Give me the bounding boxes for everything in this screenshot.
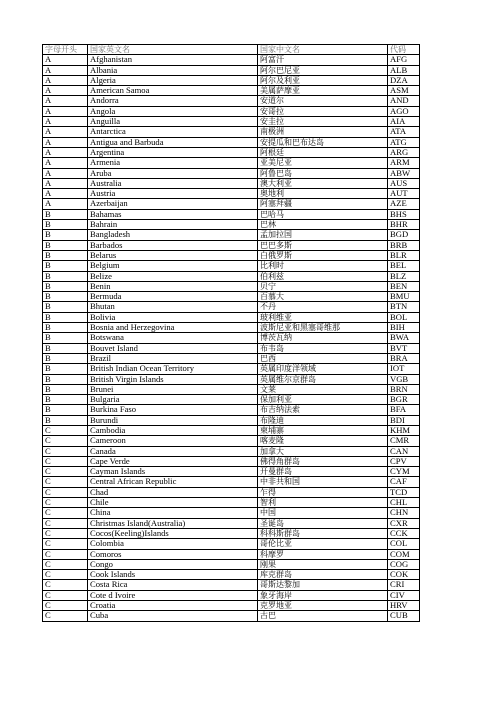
cell-chinese-name: 巴巴多斯 <box>258 240 388 250</box>
cell-english-name: Christmas Island(Australia) <box>88 518 258 528</box>
cell-letter: C <box>43 487 88 497</box>
cell-letter: B <box>43 415 88 425</box>
cell-letter: B <box>43 405 88 415</box>
cell-chinese-name: 科摩罗 <box>258 549 388 559</box>
table-row <box>43 168 420 178</box>
cell-chinese-name: 圣诞岛 <box>258 518 388 528</box>
cell-code: BTN <box>388 302 420 312</box>
cell-code: BVT <box>388 343 420 353</box>
cell-english-name: Andorra <box>88 96 258 106</box>
cell-english-name: Bangladesh <box>88 230 258 240</box>
cell-letter: C <box>43 446 88 456</box>
cell-code: ATA <box>388 127 420 137</box>
cell-letter: B <box>43 250 88 260</box>
cell-english-name: Austria <box>88 189 258 199</box>
cell-english-name: Anguilla <box>88 117 258 127</box>
cell-code: AND <box>388 96 420 106</box>
cell-chinese-name: 玻利维亚 <box>258 312 388 322</box>
table-row <box>43 127 420 137</box>
cell-code: AUT <box>388 189 420 199</box>
cell-chinese-name: 阿鲁巴岛 <box>258 168 388 178</box>
table-row <box>43 611 420 621</box>
cell-code: CHN <box>388 508 420 518</box>
cell-chinese-name: 克罗地亚 <box>258 601 388 611</box>
cell-letter: B <box>43 230 88 240</box>
cell-letter: A <box>43 65 88 75</box>
cell-chinese-name: 博茨瓦纳 <box>258 333 388 343</box>
cell-chinese-name: 阿尔及利亚 <box>258 75 388 85</box>
table-row <box>43 518 420 528</box>
table-row <box>43 261 420 271</box>
cell-english-name: Antarctica <box>88 127 258 137</box>
table-row <box>43 374 420 384</box>
cell-chinese-name: 加拿大 <box>258 446 388 456</box>
cell-english-name: Colombia <box>88 539 258 549</box>
cell-letter: C <box>43 559 88 569</box>
cell-english-name: Brazil <box>88 353 258 363</box>
cell-english-name: Cook Islands <box>88 570 258 580</box>
table-row <box>43 559 420 569</box>
cell-letter: B <box>43 333 88 343</box>
cell-letter: B <box>43 209 88 219</box>
cell-letter: B <box>43 261 88 271</box>
cell-code: BLR <box>388 250 420 260</box>
cell-letter: B <box>43 374 88 384</box>
cell-chinese-name: 智利 <box>258 498 388 508</box>
table-row <box>43 590 420 600</box>
table-row <box>43 117 420 127</box>
cell-chinese-name: 南极洲 <box>258 127 388 137</box>
cell-chinese-name: 美属萨摩亚 <box>258 86 388 96</box>
cell-letter: A <box>43 137 88 147</box>
cell-chinese-name: 柬埔寨 <box>258 425 388 435</box>
cell-code: DZA <box>388 75 420 85</box>
cell-english-name: Cote d Ivoire <box>88 590 258 600</box>
cell-letter: B <box>43 395 88 405</box>
cell-chinese-name: 象牙海岸 <box>258 590 388 600</box>
table-row <box>43 189 420 199</box>
cell-code: BEL <box>388 261 420 271</box>
header-chinese-name: 国家中文名 <box>258 45 388 55</box>
cell-letter: A <box>43 55 88 65</box>
cell-letter: B <box>43 323 88 333</box>
cell-english-name: Cameroon <box>88 436 258 446</box>
cell-english-name: Bhutan <box>88 302 258 312</box>
cell-code: CMR <box>388 436 420 446</box>
cell-letter: A <box>43 75 88 85</box>
cell-chinese-name: 乍得 <box>258 487 388 497</box>
cell-english-name: Belgium <box>88 261 258 271</box>
table-row <box>43 209 420 219</box>
table-row <box>43 312 420 322</box>
cell-english-name: Botswana <box>88 333 258 343</box>
cell-chinese-name: 中国 <box>258 508 388 518</box>
table-row <box>43 477 420 487</box>
cell-letter: B <box>43 240 88 250</box>
cell-letter: C <box>43 539 88 549</box>
table-row <box>43 508 420 518</box>
cell-code: CCK <box>388 528 420 538</box>
cell-code: BOL <box>388 312 420 322</box>
table-row <box>43 178 420 188</box>
cell-letter: A <box>43 106 88 116</box>
cell-english-name: Angola <box>88 106 258 116</box>
cell-chinese-name: 喀麦隆 <box>258 436 388 446</box>
table-row <box>43 292 420 302</box>
cell-chinese-name: 佛得角群岛 <box>258 456 388 466</box>
table-row <box>43 96 420 106</box>
cell-english-name: American Samoa <box>88 86 258 96</box>
cell-code: BFA <box>388 405 420 415</box>
cell-english-name: China <box>88 508 258 518</box>
cell-chinese-name: 安道尔 <box>258 96 388 106</box>
cell-chinese-name: 巴西 <box>258 353 388 363</box>
cell-code: COG <box>388 559 420 569</box>
cell-english-name: Bulgaria <box>88 395 258 405</box>
cell-letter: A <box>43 147 88 157</box>
table-row <box>43 498 420 508</box>
cell-chinese-name: 伯利兹 <box>258 271 388 281</box>
cell-english-name: Bouvet Island <box>88 343 258 353</box>
cell-chinese-name: 英属印度洋领域 <box>258 364 388 374</box>
cell-chinese-name: 巴哈马 <box>258 209 388 219</box>
cell-chinese-name: 布吉纳法索 <box>258 405 388 415</box>
cell-chinese-name: 阿根廷 <box>258 147 388 157</box>
cell-english-name: British Indian Ocean Territory <box>88 364 258 374</box>
cell-letter: B <box>43 220 88 230</box>
table-row <box>43 199 420 209</box>
cell-english-name: Burundi <box>88 415 258 425</box>
cell-code: ATG <box>388 137 420 147</box>
table-row <box>43 75 420 85</box>
cell-chinese-name: 布韦岛 <box>258 343 388 353</box>
cell-chinese-name: 哥斯达黎加 <box>258 580 388 590</box>
cell-letter: A <box>43 127 88 137</box>
cell-english-name: Cayman Islands <box>88 467 258 477</box>
cell-letter: C <box>43 590 88 600</box>
cell-code: BRB <box>388 240 420 250</box>
cell-letter: C <box>43 436 88 446</box>
cell-english-name: Chad <box>88 487 258 497</box>
cell-code: BHS <box>388 209 420 219</box>
header-row <box>43 45 420 55</box>
cell-english-name: Comoros <box>88 549 258 559</box>
cell-letter: A <box>43 117 88 127</box>
table-row <box>43 55 420 65</box>
table-row <box>43 147 420 157</box>
cell-code: CAN <box>388 446 420 456</box>
table-row <box>43 302 420 312</box>
cell-letter: C <box>43 611 88 621</box>
table-row <box>43 353 420 363</box>
table-row <box>43 436 420 446</box>
cell-english-name: Burkina Faso <box>88 405 258 415</box>
cell-chinese-name: 安哥拉 <box>258 106 388 116</box>
table-row <box>43 446 420 456</box>
cell-code: CAF <box>388 477 420 487</box>
cell-letter: B <box>43 302 88 312</box>
cell-chinese-name: 波斯尼亚和黑塞哥维那 <box>258 323 388 333</box>
table-row <box>43 240 420 250</box>
cell-english-name: Bosnia and Herzegovina <box>88 323 258 333</box>
cell-letter: B <box>43 353 88 363</box>
cell-chinese-name: 奥地利 <box>258 189 388 199</box>
country-code-table <box>42 44 420 622</box>
cell-chinese-name: 阿尔巴尼亚 <box>258 65 388 75</box>
cell-english-name: Belarus <box>88 250 258 260</box>
cell-code: ARG <box>388 147 420 157</box>
table-row <box>43 158 420 168</box>
cell-code: COL <box>388 539 420 549</box>
cell-english-name: Antigua and Barbuda <box>88 137 258 147</box>
header-letter: 字母开头 <box>43 45 88 55</box>
cell-chinese-name: 阿塞拜疆 <box>258 199 388 209</box>
cell-english-name: Azerbaijan <box>88 199 258 209</box>
table-row <box>43 570 420 580</box>
cell-code: CRI <box>388 580 420 590</box>
cell-letter: A <box>43 168 88 178</box>
cell-letter: A <box>43 96 88 106</box>
table-row <box>43 250 420 260</box>
table-row <box>43 364 420 374</box>
cell-english-name: Algeria <box>88 75 258 85</box>
cell-letter: C <box>43 508 88 518</box>
cell-letter: C <box>43 549 88 559</box>
cell-code: CUB <box>388 611 420 621</box>
cell-code: CHL <box>388 498 420 508</box>
cell-chinese-name: 亚美尼亚 <box>258 158 388 168</box>
cell-letter: C <box>43 518 88 528</box>
cell-code: AIA <box>388 117 420 127</box>
cell-letter: B <box>43 364 88 374</box>
cell-code: CIV <box>388 590 420 600</box>
table-row <box>43 343 420 353</box>
cell-letter: A <box>43 158 88 168</box>
cell-english-name: British Virgin Islands <box>88 374 258 384</box>
cell-code: HRV <box>388 601 420 611</box>
table-row <box>43 601 420 611</box>
cell-letter: B <box>43 292 88 302</box>
cell-code: ARM <box>388 158 420 168</box>
cell-code: BEN <box>388 281 420 291</box>
cell-code: COK <box>388 570 420 580</box>
cell-code: AGO <box>388 106 420 116</box>
cell-chinese-name: 布隆迪 <box>258 415 388 425</box>
cell-letter: B <box>43 312 88 322</box>
cell-english-name: Cuba <box>88 611 258 621</box>
cell-chinese-name: 白俄罗斯 <box>258 250 388 260</box>
cell-letter: B <box>43 281 88 291</box>
cell-chinese-name: 不丹 <box>258 302 388 312</box>
table-row <box>43 106 420 116</box>
cell-chinese-name: 巴林 <box>258 220 388 230</box>
cell-english-name: Bolivia <box>88 312 258 322</box>
table-row <box>43 487 420 497</box>
cell-english-name: Australia <box>88 178 258 188</box>
cell-english-name: Cambodia <box>88 425 258 435</box>
cell-letter: A <box>43 189 88 199</box>
cell-chinese-name: 安提瓜和巴布达岛 <box>258 137 388 147</box>
table-row <box>43 467 420 477</box>
cell-english-name: Cocos(Keeling)Islands <box>88 528 258 538</box>
cell-english-name: Bahamas <box>88 209 258 219</box>
cell-letter: C <box>43 477 88 487</box>
cell-english-name: Albania <box>88 65 258 75</box>
cell-english-name: Benin <box>88 281 258 291</box>
cell-letter: A <box>43 86 88 96</box>
cell-letter: C <box>43 601 88 611</box>
table-row <box>43 580 420 590</box>
cell-code: CYM <box>388 467 420 477</box>
cell-code: KHM <box>388 425 420 435</box>
cell-code: BGD <box>388 230 420 240</box>
cell-letter: B <box>43 384 88 394</box>
cell-chinese-name: 阿富汗 <box>258 55 388 65</box>
table-body <box>43 45 420 622</box>
cell-letter: C <box>43 498 88 508</box>
cell-code: BIH <box>388 323 420 333</box>
cell-code: AZE <box>388 199 420 209</box>
table-row <box>43 137 420 147</box>
cell-code: ALB <box>388 65 420 75</box>
table-row <box>43 395 420 405</box>
table-row <box>43 425 420 435</box>
cell-english-name: Afghanistan <box>88 55 258 65</box>
table-row <box>43 549 420 559</box>
cell-code: BRN <box>388 384 420 394</box>
table-row <box>43 323 420 333</box>
cell-code: BRA <box>388 353 420 363</box>
cell-code: ABW <box>388 168 420 178</box>
cell-code: AFG <box>388 55 420 65</box>
cell-english-name: Central African Republic <box>88 477 258 487</box>
cell-code: TCD <box>388 487 420 497</box>
cell-chinese-name: 开曼群岛 <box>258 467 388 477</box>
cell-code: BHR <box>388 220 420 230</box>
table-row <box>43 528 420 538</box>
header-english-name: 国家英文名 <box>88 45 258 55</box>
cell-english-name: Cape Verde <box>88 456 258 466</box>
cell-chinese-name: 百慕大 <box>258 292 388 302</box>
cell-chinese-name: 英属维尔京群岛 <box>258 374 388 384</box>
cell-letter: A <box>43 178 88 188</box>
cell-code: AUS <box>388 178 420 188</box>
cell-chinese-name: 刚果 <box>258 559 388 569</box>
cell-code: BLZ <box>388 271 420 281</box>
cell-letter: A <box>43 199 88 209</box>
cell-letter: C <box>43 528 88 538</box>
cell-code: BWA <box>388 333 420 343</box>
table-row <box>43 539 420 549</box>
cell-english-name: Belize <box>88 271 258 281</box>
cell-chinese-name: 保加利亚 <box>258 395 388 405</box>
cell-english-name: Canada <box>88 446 258 456</box>
cell-chinese-name: 文莱 <box>258 384 388 394</box>
cell-english-name: Bermuda <box>88 292 258 302</box>
cell-code: CPV <box>388 456 420 466</box>
cell-code: BMU <box>388 292 420 302</box>
cell-english-name: Congo <box>88 559 258 569</box>
cell-letter: C <box>43 580 88 590</box>
table-row <box>43 271 420 281</box>
header-code: 代码 <box>388 45 420 55</box>
cell-code: COM <box>388 549 420 559</box>
cell-letter: C <box>43 425 88 435</box>
cell-english-name: Armenia <box>88 158 258 168</box>
table-row <box>43 456 420 466</box>
table-row <box>43 230 420 240</box>
table-row <box>43 333 420 343</box>
table-row <box>43 281 420 291</box>
table-row <box>43 65 420 75</box>
cell-letter: B <box>43 343 88 353</box>
cell-english-name: Barbados <box>88 240 258 250</box>
cell-code: BDI <box>388 415 420 425</box>
cell-english-name: Croatia <box>88 601 258 611</box>
cell-chinese-name: 古巴 <box>258 611 388 621</box>
cell-chinese-name: 安圭拉 <box>258 117 388 127</box>
cell-letter: C <box>43 456 88 466</box>
cell-letter: C <box>43 570 88 580</box>
cell-chinese-name: 库克群岛 <box>258 570 388 580</box>
cell-chinese-name: 孟加拉国 <box>258 230 388 240</box>
cell-code: ASM <box>388 86 420 96</box>
table-row <box>43 220 420 230</box>
cell-letter: C <box>43 467 88 477</box>
cell-chinese-name: 贝宁 <box>258 281 388 291</box>
cell-english-name: Bahrain <box>88 220 258 230</box>
cell-chinese-name: 澳大利亚 <box>258 178 388 188</box>
cell-chinese-name: 哥伦比亚 <box>258 539 388 549</box>
cell-code: IOT <box>388 364 420 374</box>
cell-english-name: Aruba <box>88 168 258 178</box>
cell-code: CXR <box>388 518 420 528</box>
cell-english-name: Costa Rica <box>88 580 258 590</box>
cell-letter: B <box>43 271 88 281</box>
cell-english-name: Argentina <box>88 147 258 157</box>
table-row <box>43 86 420 96</box>
cell-chinese-name: 比利时 <box>258 261 388 271</box>
cell-english-name: Chile <box>88 498 258 508</box>
cell-english-name: Brunei <box>88 384 258 394</box>
table-row <box>43 415 420 425</box>
table-row <box>43 384 420 394</box>
table-row <box>43 405 420 415</box>
cell-chinese-name: 科科斯群岛 <box>258 528 388 538</box>
cell-code: VGB <box>388 374 420 384</box>
cell-chinese-name: 中非共和国 <box>258 477 388 487</box>
cell-code: BGR <box>388 395 420 405</box>
